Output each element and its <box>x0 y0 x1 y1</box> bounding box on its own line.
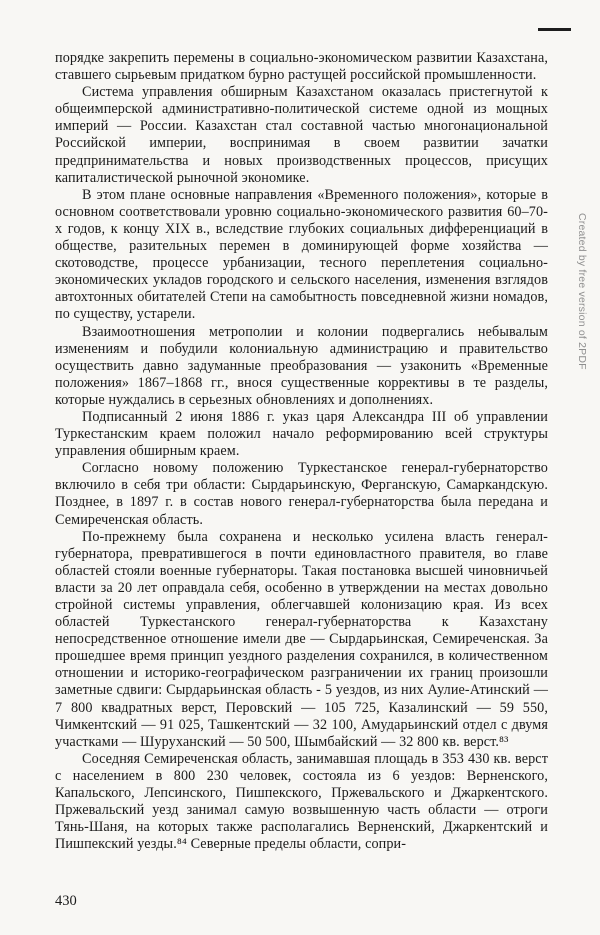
page-content <box>55 50 548 853</box>
paragraph: В этом плане основные направления «Временного положения», которые в основном соответствовали уровню социально-экономического развития 60–70-х годов, к концу XIX в., вследствие глубоких социальных дифференциаций в обществе, разительных перемен в доминирующей форме хозяйства — скотоводстве, процессе урбанизации, тесного переплетения социально-экономических укладов городского и сельского населения, изменения взглядов автохтонных обитателей Степи на самобытность повседневной жизни номадов, по существу, устарели. <box>55 186 548 323</box>
paragraph: Система управления обширным Казахстаном оказалась пристегнутой к общеимперской административно-политической системе одной из мощных империй — России. Казахстан стал составной частью многонациональной Российской империи, воспринимая в своем развитии зачатки предпринимательства и новых производственных процессов, присущих капиталистической рыночной экономике. <box>55 84 548 186</box>
paragraph: Согласно новому положению Туркестанское генерал-губернаторство включило в себя три области: Сырдарьинскую, Ферганскую, Самаркандскую. Позднее, в 1897 г. в состав нового генерал-губернаторства была передана и Семиреченская область. <box>55 460 548 528</box>
paragraph: Подписанный 2 июня 1886 г. указ царя Александра III об управлении Туркестанским краем положил начало реформированию всей структуры управления обширным краем. <box>55 408 548 460</box>
paragraph: По-прежнему была сохранена и несколько усилена власть генерал-губернатора, превратившегося в почти единовластного правителя, во главе областей стояли военные губернаторы. Такая постановка высшей чиновничьей власти за 20 лет оправдала себя, особенно в утверждении на местах довольно стройной системы управления, облегчавшей колонизацию края. Из всех областей Туркестанского генерал-губернаторства к Казахстану непосредственное отношение имели две — Сырдарьинская, Семиреченская. За прошедшее время принцип уездного разделения сохранился, в количественном отношении и историко-географическом разграничении их границ произошли заметные сдвиги: Сырдарьинская область - 5 уездов, из них Аулие-Атинский — 7 800 квадратных верст, Перовский — 105 725, Казалинский — 59 550, Чимкентский — 91 025, Ташкентский — 32 100, Амударьинский отдел с двумя участками — Шуруханский — 50 500, Шымбайский — 32 800 кв. верст.⁸³ <box>55 528 548 750</box>
paragraph: порядке закрепить перемены в социально-экономическом развитии Казахстана, ставшего сырьевым придатком бурно растущей российской промышленности. <box>55 50 548 84</box>
paragraph: Соседняя Семиреченская область, занимавшая площадь в 353 430 кв. верст с населением в 800 230 человек, состояла из 6 уездов: Верненского, Капальского, Лепсинского, Пишпекского, Пржевальского и Джаркентского. Пржевальский уезд занимал самую возвышенную часть области — отроги Тянь-Шаня, на которых также располагались Верненский, Джаркентский и Пишпекский уезды.⁸⁴ Северные пределы области, сопри- <box>55 750 548 853</box>
scan-mark <box>538 28 571 31</box>
paragraph: Взаимоотношения метрополии и колонии подвергались небывалым изменениям и побудили колониальную администрацию и правительство осуществить давно задуманные преобразования — узаконить «Временные положения» 1867–1868 гг., внося существенные коррективы в те разделы, которые нуждались в серьезных обновлениях и дополнениях. <box>55 323 548 408</box>
watermark-text: Created by free version of 2PDF <box>576 213 588 370</box>
page-number: 430 <box>55 893 77 909</box>
